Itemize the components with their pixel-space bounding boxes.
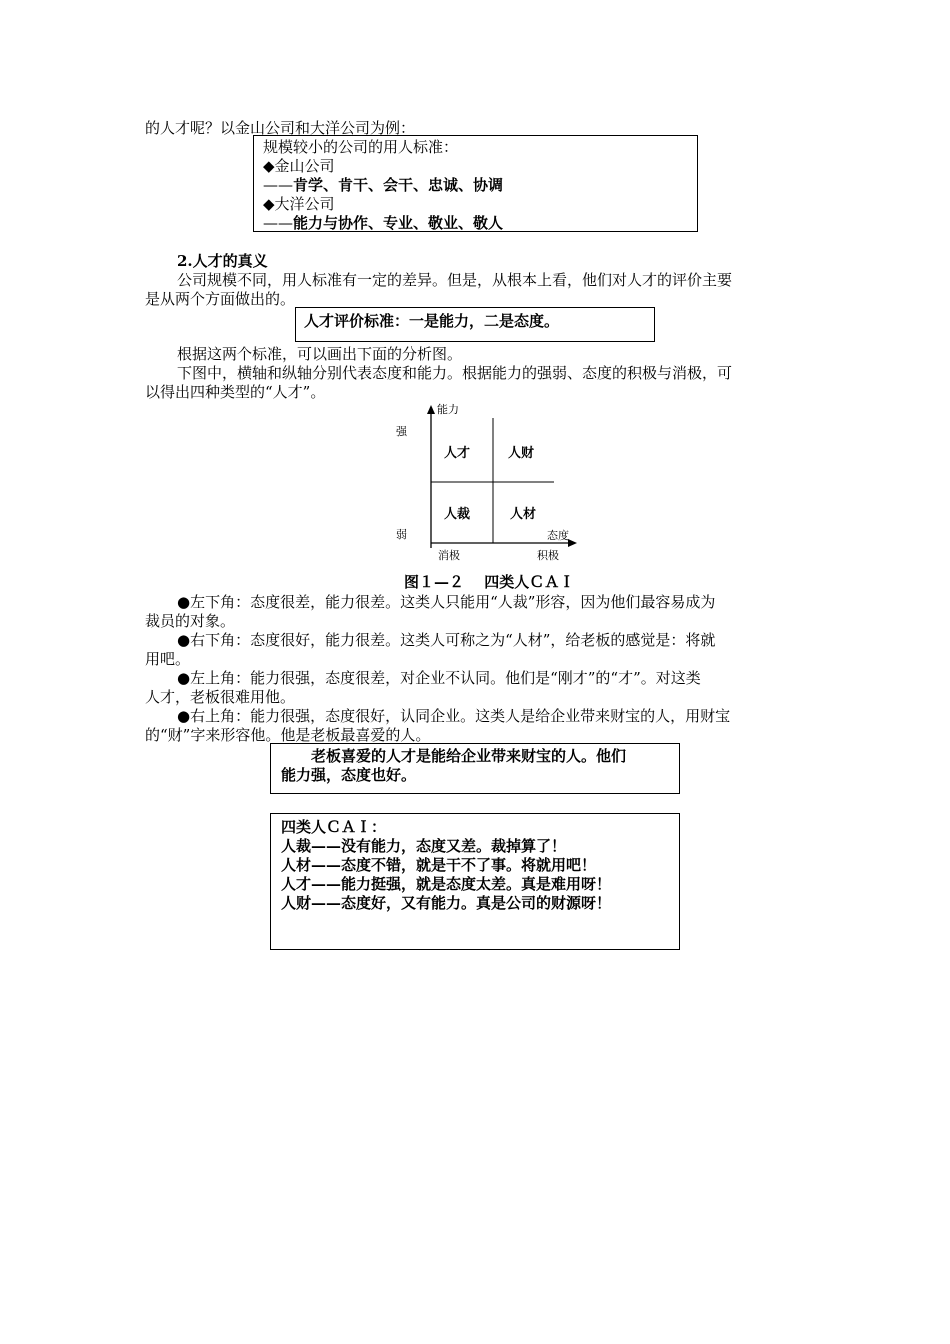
favorite-line1: 老板喜爱的人才是能给企业带来财宝的人。他们 — [311, 747, 627, 765]
dash-prefix: —— — [263, 214, 293, 232]
favorite-talent-box — [270, 743, 680, 794]
para3-line1: 下图中，横轴和纵轴分别代表态度和能力。根据能力的强弱、态度的积极与消极，可 — [177, 364, 733, 382]
y-axis-label: 能力 — [437, 403, 459, 416]
talent-quadrant-diagram — [380, 398, 600, 568]
y-axis-arrow — [427, 405, 435, 414]
favorite-line2: 能力强，态度也好。 — [281, 766, 417, 784]
x-axis-arrow — [568, 539, 577, 547]
cai-item-rencai-wealth: 人财——态度好，又有能力。真是公司的财源呀！ — [281, 894, 612, 912]
quadrant-bottom-left: 人裁 — [444, 507, 471, 522]
section-heading: 2.人才的真义 — [177, 252, 268, 270]
criteria-text: 人才评价标准：一是能力，二是态度。 — [304, 312, 560, 330]
x-axis-label: 态度 — [547, 529, 569, 542]
figure-caption: 图１—２ 四类人ＣＡＩ — [404, 573, 575, 591]
quadrant-top-right: 人财 — [508, 446, 535, 461]
x-high-label: 积极 — [537, 549, 559, 562]
cai-item-rencai-cut: 人裁——没有能力，态度又差。裁掉算了！ — [281, 837, 567, 855]
para3-line2: 以得出四种类型的“人才”。 — [145, 383, 326, 401]
dayang-criteria: 能力与协作、专业、敬业、敬人 — [293, 214, 504, 232]
dash-prefix: —— — [263, 176, 293, 194]
company-standards-box — [253, 135, 698, 232]
quadrant-top-left: 人才 — [444, 446, 471, 461]
intro-line: 的人才呢？以金山公司和大洋公司为例： — [145, 119, 416, 137]
para1-line1: 公司规模不同，用人标准有一定的差异。但是，从根本上看，他们对人才的评价主要 — [177, 271, 733, 289]
jinshan-criteria-row — [263, 176, 697, 195]
para1-line2: 是从两个方面做出的。 — [145, 290, 296, 308]
bullet-2-line1: ●右下角：态度很好，能力很差。这类人可称之为“人材”，给老板的感觉是：将就 — [177, 631, 716, 649]
quadrant-bottom-right: 人材 — [510, 507, 537, 522]
cai-box-title: 四类人ＣＡＩ： — [281, 818, 387, 836]
criteria-box — [295, 307, 655, 342]
dayang-company-name: ◆大洋公司 — [263, 195, 335, 213]
x-low-label: 消极 — [438, 549, 460, 562]
bullet-1-line1: ●左下角：态度很差，能力很差。这类人只能用“人裁”形容，因为他们最容易成为 — [177, 593, 716, 611]
bullet-2-line2: 用吧。 — [145, 650, 191, 668]
para2: 根据这两个标准，可以画出下面的分析图。 — [177, 345, 463, 363]
bullet-4-line1: ●右上角：能力很强，态度很好，认同企业。这类人是给企业带来财宝的人，用财宝 — [177, 707, 731, 725]
y-low-label: 弱 — [396, 528, 407, 541]
bullet-3-line2: 人才，老板很难用他。 — [145, 688, 296, 706]
jinshan-criteria: 肯学、肯干、会干、忠诚、协调 — [293, 176, 504, 194]
cai-summary-box — [270, 813, 680, 950]
jinshan-company-name: ◆金山公司 — [263, 157, 335, 175]
bullet-4-line2: 的“财”字来形容他。他是老板最喜爱的人。 — [145, 726, 431, 744]
bullet-1-line2: 裁员的对象。 — [145, 612, 236, 630]
bullet-3-line1: ●左上角：能力很强，态度很差，对企业不认同。他们是“刚才”的“才”。对这类 — [177, 669, 701, 687]
company-box-title: 规模较小的公司的用人标准： — [263, 138, 459, 156]
cai-item-rencai-talent: 人才——能力挺强，就是态度太差。真是难用呀！ — [281, 875, 612, 893]
cai-item-rencai-material: 人材——态度不错，就是干不了事。将就用吧！ — [281, 856, 597, 874]
dayang-criteria-row — [263, 214, 697, 233]
y-high-label: 强 — [396, 425, 407, 438]
